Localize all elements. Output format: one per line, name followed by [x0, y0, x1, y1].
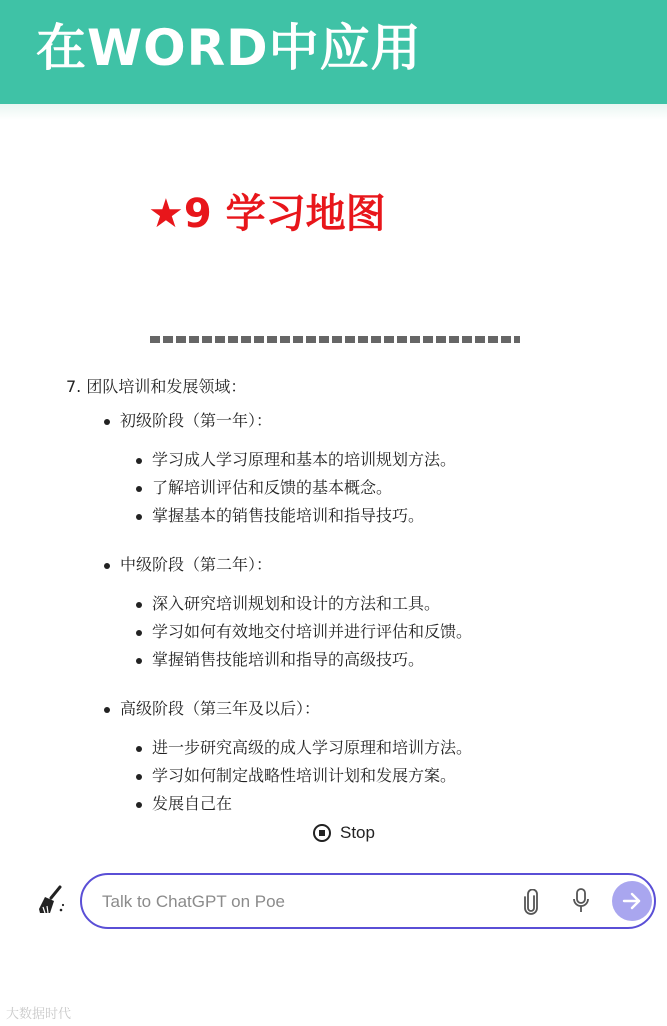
- stage-items: [66, 590, 626, 674]
- microphone-icon[interactable]: [571, 887, 591, 915]
- truncated-text-line: [150, 332, 520, 344]
- stop-button[interactable]: [313, 820, 375, 846]
- list-item: 学习成人学习原理和基本的培训规划方法。: [66, 446, 626, 474]
- list-item: 学习如何有效地交付培训并进行评估和反馈。: [66, 618, 626, 646]
- list-item: 了解培训评估和反馈的基本概念。: [66, 474, 626, 502]
- stage-title: 初级阶段（第一年）：: [66, 406, 626, 436]
- stage-title: 高级阶段（第三年及以后）：: [66, 694, 626, 724]
- list-item: 学习如何制定战略性培训计划和发展方案。: [66, 762, 626, 790]
- chat-input[interactable]: [102, 889, 502, 915]
- overlay-title: ★9 学习地图: [148, 191, 386, 237]
- list-item: 发展自己在: [66, 790, 626, 818]
- stop-label: Stop: [340, 823, 375, 842]
- watermark: 大数据时代: [6, 1006, 72, 1021]
- stop-circle-icon: [313, 824, 331, 842]
- title-banner: [0, 0, 667, 104]
- paperclip-icon[interactable]: [522, 889, 540, 915]
- section-title: 7. 团队培训和发展领域：: [66, 377, 247, 396]
- stage-items: [66, 446, 626, 530]
- stage-block: [66, 694, 626, 818]
- send-button[interactable]: [612, 881, 652, 921]
- list-item: 掌握销售技能培训和指导的高级技巧。: [66, 646, 626, 674]
- stage-title: 中级阶段（第二年）：: [66, 550, 626, 580]
- stage-items: [66, 734, 626, 818]
- stage-block: [66, 406, 626, 530]
- list-item: 深入研究培训规划和设计的方法和工具。: [66, 590, 626, 618]
- list-item: 掌握基本的销售技能培训和指导技巧。: [66, 502, 626, 530]
- banner-title: 在WORD中应用: [36, 19, 422, 77]
- arrow-right-icon: [621, 890, 643, 912]
- chat-composer: [80, 873, 656, 929]
- message-content: [66, 372, 626, 838]
- list-item: 进一步研究高级的成人学习原理和培训方法。: [66, 734, 626, 762]
- broom-icon[interactable]: [36, 884, 66, 916]
- stage-block: [66, 550, 626, 674]
- banner-divider: [0, 104, 667, 120]
